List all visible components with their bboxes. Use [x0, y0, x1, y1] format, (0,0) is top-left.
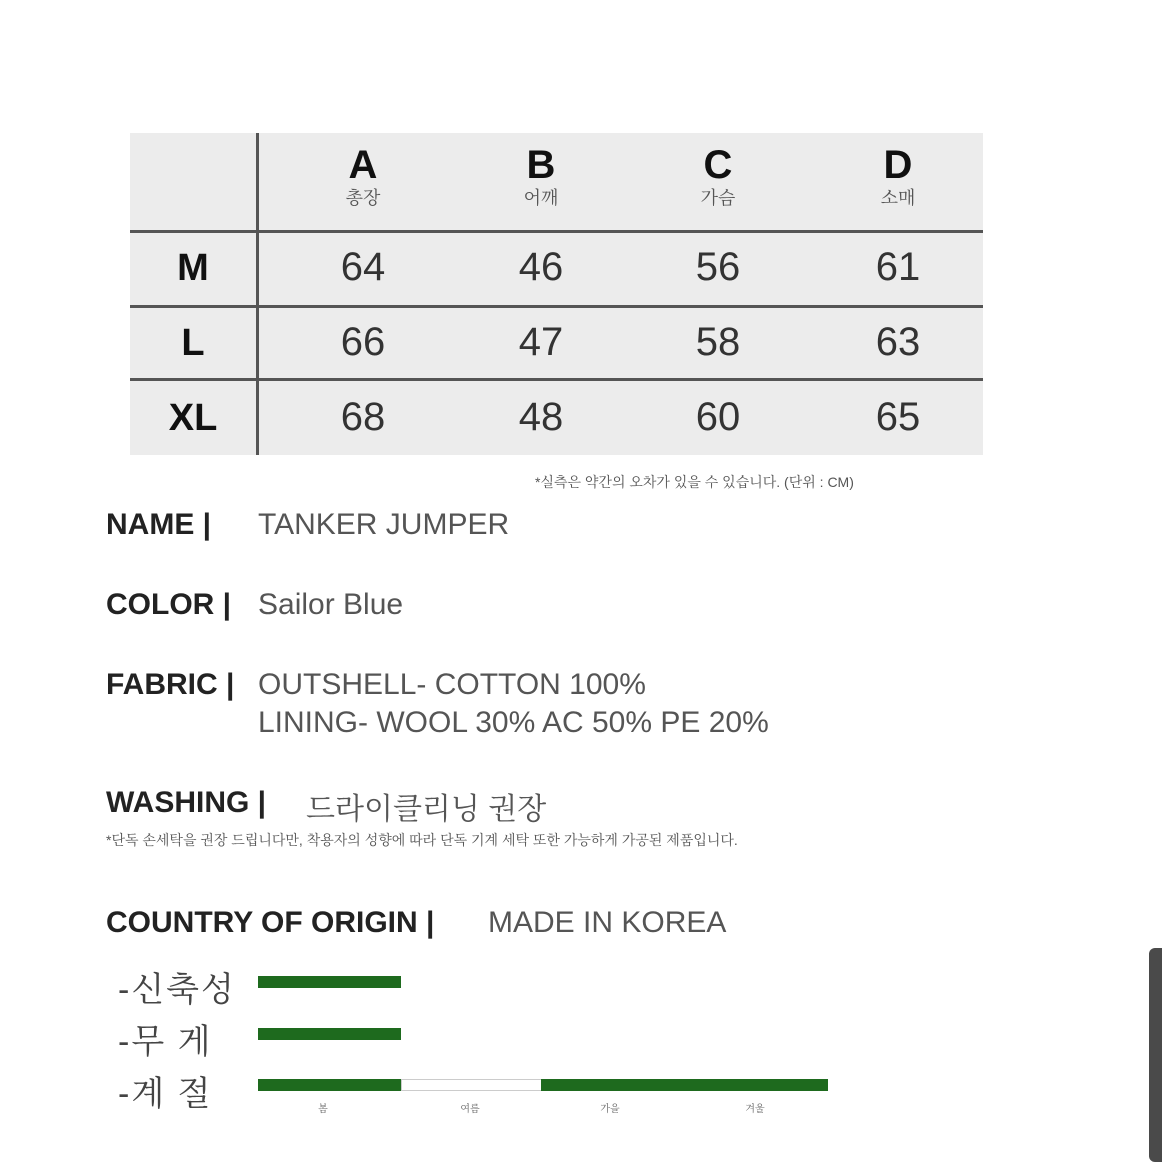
- table-cell: 46: [518, 245, 564, 289]
- size-chart-table: [130, 133, 983, 455]
- table-cell: 68: [340, 395, 386, 439]
- column-letter: A: [348, 143, 378, 187]
- fabric-label: FABRIC |: [106, 668, 235, 701]
- color-label: COLOR |: [106, 588, 232, 621]
- washing-note: *단독 손세탁을 권장 드립니다만, 착용자의 성향에 따라 단독 기계 세탁 또한 가능하게 가공된 제품입니다.: [106, 832, 738, 848]
- origin-value: MADE IN KOREA: [488, 906, 727, 939]
- column-label: 소매: [880, 188, 916, 208]
- column-header-c: [648, 143, 788, 209]
- season-tick-spring: 봄: [318, 1104, 328, 1115]
- origin-label: COUNTRY OF ORIGIN |: [106, 906, 435, 939]
- fabric-outshell: OUTSHELL- COTTON 100%: [258, 668, 646, 701]
- table-cell: 58: [695, 320, 741, 364]
- table-divider-horizontal: [130, 378, 983, 381]
- season-tick-winter: 겨울: [745, 1104, 765, 1115]
- column-header-a: [293, 143, 433, 209]
- column-label: 가슴: [700, 188, 736, 208]
- season-bar-spring: [258, 1079, 401, 1091]
- season-tick-summer: 여름: [460, 1104, 480, 1115]
- column-letter: B: [526, 143, 556, 187]
- name-value: TANKER JUMPER: [258, 508, 510, 541]
- color-value: Sailor Blue: [258, 588, 404, 621]
- table-divider-horizontal: [130, 305, 983, 308]
- table-cell: 48: [518, 395, 564, 439]
- column-label: 총장: [345, 188, 381, 208]
- weight-label: -무 게: [118, 1023, 213, 1061]
- table-divider-horizontal: [130, 230, 983, 233]
- measurement-note: *실측은 약간의 오차가 있을 수 있습니다. (단위 : CM): [535, 474, 854, 490]
- column-header-d: [828, 143, 968, 209]
- row-label-xl: XL: [168, 397, 218, 439]
- season-label: -계 절: [118, 1075, 213, 1113]
- table-cell: 47: [518, 320, 564, 364]
- column-label: 어깨: [523, 188, 559, 208]
- row-label-l: L: [181, 322, 205, 364]
- fabric-lining: LINING- WOOL 30% AC 50% PE 20%: [258, 706, 769, 739]
- scrollbar-thumb[interactable]: [1149, 948, 1162, 1162]
- name-label: NAME |: [106, 508, 212, 541]
- washing-label: WASHING |: [106, 786, 267, 819]
- season-bar-summer: [401, 1079, 542, 1091]
- column-letter: C: [703, 143, 733, 187]
- table-cell: 60: [695, 395, 741, 439]
- table-cell: 64: [340, 245, 386, 289]
- column-letter: D: [883, 143, 913, 187]
- table-cell: 63: [875, 320, 921, 364]
- season-bar-fall-winter: [541, 1079, 828, 1091]
- table-cell: 56: [695, 245, 741, 289]
- column-header-b: [471, 143, 611, 209]
- table-cell: 61: [875, 245, 921, 289]
- season-tick-fall: 가을: [600, 1104, 620, 1115]
- table-cell: 65: [875, 395, 921, 439]
- table-divider-vertical: [256, 133, 259, 455]
- table-cell: 66: [340, 320, 386, 364]
- row-label-m: M: [177, 247, 209, 289]
- weight-bar: [258, 1028, 401, 1040]
- washing-value: 드라이클리닝 권장: [306, 793, 547, 826]
- stretch-label: -신축성: [118, 971, 236, 1009]
- stretch-bar: [258, 976, 401, 988]
